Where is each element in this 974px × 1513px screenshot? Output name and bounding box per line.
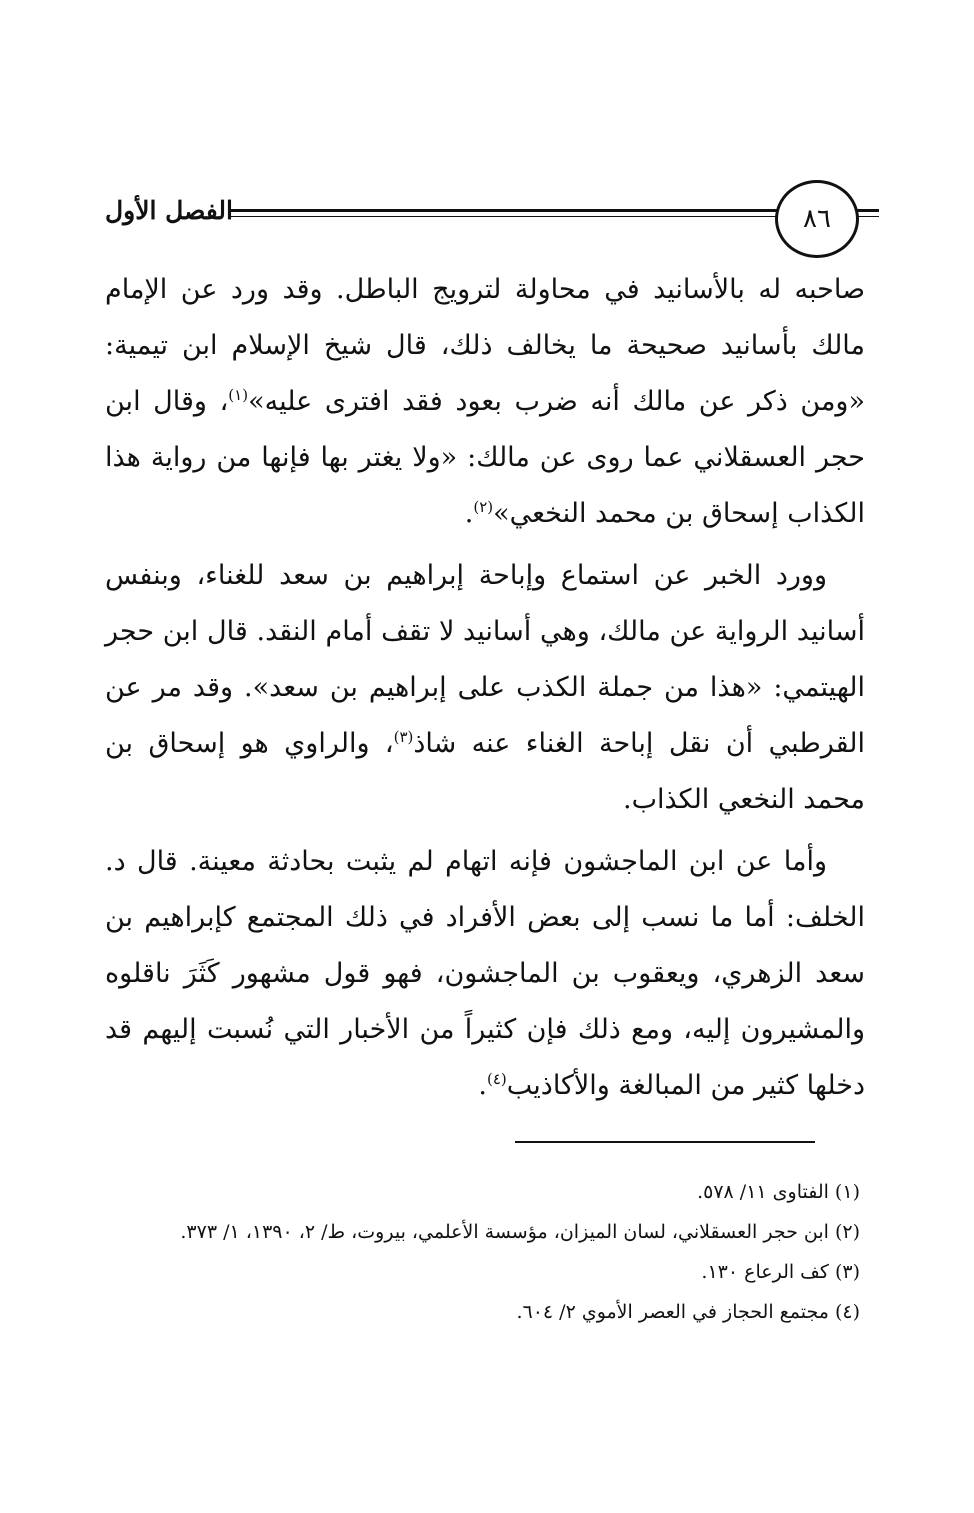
header-rule-thick [230,209,865,212]
header-rule-end-thick [857,209,879,212]
footnotes [150,1172,860,1332]
footnote-3: (٣) كف الرعاع ١٣٠. [701,1261,860,1283]
paragraph-3-part-2: . [478,1070,487,1101]
header-rule-thin [230,216,865,217]
paragraph-2-part-1: وورد الخبر عن استماع وإباحة إبراهيم بن سعد للغناء، وبنفس أسانيد الرواية عن مالك، وهي أسانيد لا تقف أمام النقد. قال ابن حجر الهيتمي: «هذا من جملة الكذب على إبراهيم بن سعد». وقد مر عن القرطبي أن نقل إباحة الغناء عنه شاذ [105,560,865,759]
paragraph-1-part-2: ، وقال ابن حجر العسقلاني عما روى عن مالك: «ولا يغتر بها فإنها من رواية هذا الكذاب إسحاق بن محمد النخعي» [105,386,865,529]
chapter-title: الفصل الأول [105,196,233,225]
page-number: ٨٦ [803,204,831,234]
paragraph-2 [105,548,865,828]
header-rule-end-thin [857,216,879,217]
footnote-ref-4: (٤) [486,1070,507,1088]
paragraph-3 [105,834,865,1114]
body-text [105,262,865,1120]
footnote-4: (٤) مجتمع الحجاز في العصر الأموي ٢/ ٦٠٤. [516,1301,860,1323]
footnote-2: (٢) ابن حجر العسقلاني، لسان الميزان، مؤسسة الأعلمي، بيروت، ط/ ٢، ١٣٩٠، ١/ ٣٧٣. [180,1221,860,1243]
paragraph-3-part-1: وأما عن ابن الماجشون فإنه اتهام لم يثبت بحادثة معينة. قال د. الخلف: أما ما نسب إلى بعض الأفراد في ذلك المجتمع كإبراهيم بن سعد الزهري، ويعقوب بن الماجشون، فهو قول مشهور كَثَرَ ناقلوه والمشيرون إليه، ومع ذلك فإن كثيراً من الأخبار التي نُسبت إليهم قد دخلها كثير من المبالغة والأكاذيب [105,846,865,1101]
paragraph-1-part-1: صاحبه له بالأسانيد في محاولة لترويج الباطل. وقد ورد عن الإمام مالك بأسانيد صحيحة ما يخالف ذلك، قال شيخ الإسلام ابن تيمية: «ومن ذكر عن مالك أنه ضرب بعود فقد افترى عليه» [105,274,865,417]
footnote-ref-1: (١) [228,386,249,404]
paragraph-2-part-2: ، والراوي هو إسحاق بن محمد النخعي الكذاب. [105,728,865,815]
paragraph-1 [105,262,865,542]
paragraph-1-part-3: . [464,498,474,529]
page-header [95,180,880,260]
page-number-badge [775,180,859,258]
footnote-ref-3: (٣) [393,728,414,746]
footnote-1: (١) الفتاوى ١١/ ٥٧٨. [697,1181,860,1203]
footnote-separator [515,1141,815,1143]
footnote-ref-2: (٢) [473,498,494,516]
